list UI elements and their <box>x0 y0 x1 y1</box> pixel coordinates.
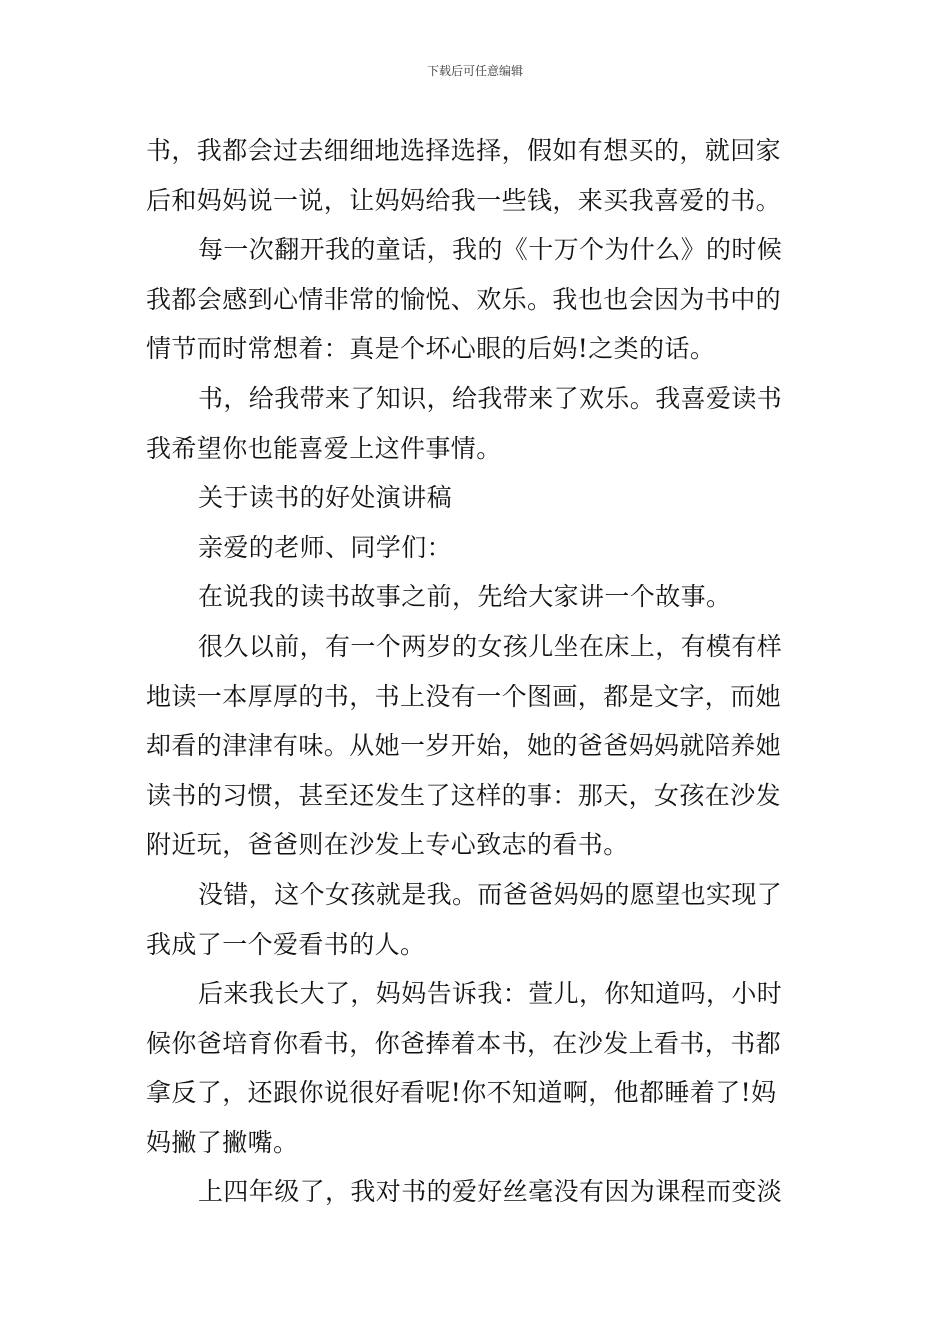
text-line: 读书的习惯，甚至还发生了这样的事：那天，女孩在沙发 <box>146 780 782 810</box>
section-title: 关于读书的好处演讲稿 <box>198 483 453 513</box>
text-line: 上四年级了，我对书的爱好丝毫没有因为课程而变淡 <box>198 1177 783 1207</box>
text-line: 妈撇了撇嘴。 <box>146 1127 299 1157</box>
text-line: 后和妈妈说一说，让妈妈给我一些钱，来买我喜爱的书。 <box>146 185 782 215</box>
text-line: 在说我的读书故事之前，先给大家讲一个故事。 <box>198 582 732 612</box>
text-line: 附近玩，爸爸则在沙发上专心致志的看书。 <box>146 830 629 860</box>
text-line: 没错，这个女孩就是我。而爸爸妈妈的愿望也实现了 <box>198 879 783 909</box>
document-body <box>146 126 816 1217</box>
text-line: 拿反了，还跟你说很好看呢!你不知道啊，他都睡着了!妈 <box>146 1078 777 1108</box>
text-line: 后来我长大了，妈妈告诉我：萱儿，你知道吗，小时 <box>198 979 783 1009</box>
text-line: 地读一本厚厚的书，书上没有一个图画，都是文字，而她 <box>146 681 782 711</box>
text-line: 情节而时常想着：真是个坏心眼的后妈!之类的话。 <box>146 334 716 364</box>
text-line: 书，给我带来了知识，给我带来了欢乐。我喜爱读书 <box>198 383 783 413</box>
salutation: 亲爱的老师、同学们： <box>198 532 453 562</box>
text-line: 每一次翻开我的童话，我的《十万个为什么》的时候 <box>198 235 783 265</box>
text-line: 候你爸培育你看书，你爸捧着本书，在沙发上看书，书都 <box>146 1028 782 1058</box>
text-line: 书，我都会过去细细地选择选择，假如有想买的，就回家 <box>146 136 782 165</box>
text-line: 我都会感到心情非常的愉悦、欢乐。我也也会因为书中的 <box>146 284 782 314</box>
page-header: 下载后可任意编辑 <box>426 64 523 78</box>
text-line: 我希望你也能喜爱上这件事情。 <box>146 433 502 463</box>
text-line: 我成了一个爱看书的人。 <box>146 929 426 959</box>
text-line: 很久以前，有一个两岁的女孩儿坐在床上，有模有样 <box>198 631 783 661</box>
text-line: 却看的津津有味。从她一岁开始，她的爸爸妈妈就陪养她 <box>146 731 782 761</box>
